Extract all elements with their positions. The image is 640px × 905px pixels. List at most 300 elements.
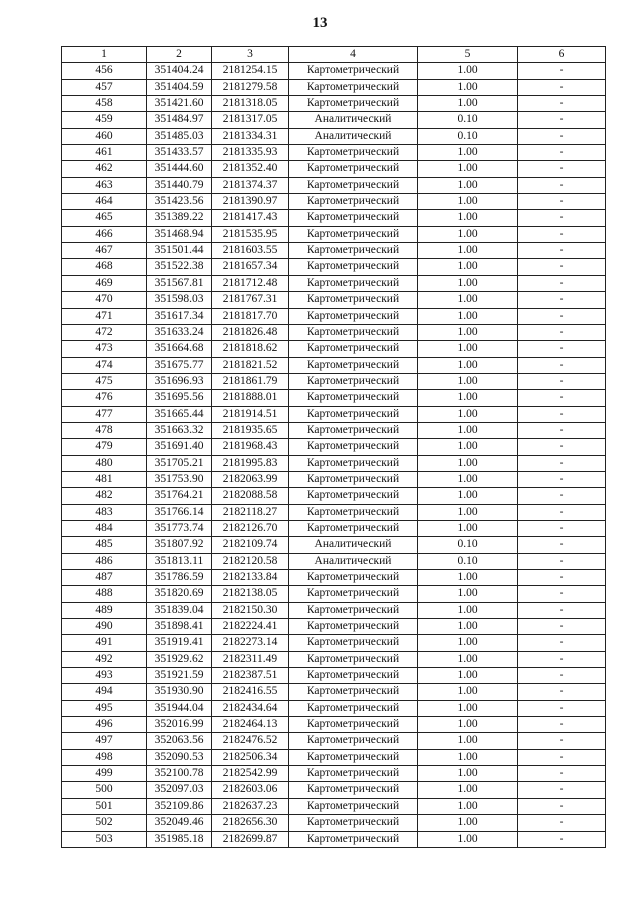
cell-accuracy: 1.00 <box>418 357 518 373</box>
cell-description: - <box>518 488 606 504</box>
cell-method: Картометрический <box>289 749 418 765</box>
cell-x: 351691.40 <box>147 439 212 455</box>
table-row <box>62 455 606 471</box>
table-row <box>62 226 606 242</box>
cell-point-number: 476 <box>62 390 147 406</box>
cell-description: - <box>518 324 606 340</box>
cell-x: 351663.32 <box>147 422 212 438</box>
cell-point-number: 456 <box>62 63 147 79</box>
cell-method: Картометрический <box>289 733 418 749</box>
cell-accuracy: 1.00 <box>418 668 518 684</box>
column-header-y: 3 <box>212 47 289 63</box>
cell-y: 2182138.05 <box>212 586 289 602</box>
table-row <box>62 831 606 847</box>
cell-method: Картометрический <box>289 798 418 814</box>
cell-point-number: 466 <box>62 226 147 242</box>
cell-y: 2181657.34 <box>212 259 289 275</box>
table-row <box>62 439 606 455</box>
cell-x: 351664.68 <box>147 341 212 357</box>
cell-description: - <box>518 243 606 259</box>
cell-y: 2182133.84 <box>212 570 289 586</box>
cell-method: Картометрический <box>289 210 418 226</box>
table-header <box>62 47 606 63</box>
cell-description: - <box>518 651 606 667</box>
cell-y: 2181352.40 <box>212 161 289 177</box>
cell-description: - <box>518 390 606 406</box>
cell-description: - <box>518 292 606 308</box>
cell-description: - <box>518 439 606 455</box>
cell-method: Картометрический <box>289 308 418 324</box>
cell-y: 2182542.99 <box>212 766 289 782</box>
coordinates-table <box>61 46 606 848</box>
cell-accuracy: 1.00 <box>418 586 518 602</box>
cell-point-number: 474 <box>62 357 147 373</box>
cell-y: 2182109.74 <box>212 537 289 553</box>
table-row <box>62 815 606 831</box>
table-row <box>62 259 606 275</box>
cell-point-number: 467 <box>62 243 147 259</box>
cell-description: - <box>518 373 606 389</box>
cell-method: Картометрический <box>289 815 418 831</box>
table-row <box>62 275 606 291</box>
cell-description: - <box>518 798 606 814</box>
cell-x: 351695.56 <box>147 390 212 406</box>
cell-point-number: 465 <box>62 210 147 226</box>
cell-accuracy: 1.00 <box>418 79 518 95</box>
cell-method: Картометрический <box>289 292 418 308</box>
cell-y: 2181818.62 <box>212 341 289 357</box>
cell-y: 2181995.83 <box>212 455 289 471</box>
cell-method: Картометрический <box>289 324 418 340</box>
table-row <box>62 586 606 602</box>
cell-x: 351773.74 <box>147 520 212 536</box>
page-number: 13 <box>312 15 328 31</box>
cell-y: 2181334.31 <box>212 128 289 144</box>
cell-x: 351820.69 <box>147 586 212 602</box>
cell-point-number: 497 <box>62 733 147 749</box>
cell-description: - <box>518 455 606 471</box>
cell-y: 2181767.31 <box>212 292 289 308</box>
table-row <box>62 619 606 635</box>
cell-description: - <box>518 275 606 291</box>
cell-point-number: 489 <box>62 602 147 618</box>
cell-accuracy: 1.00 <box>418 63 518 79</box>
cell-x: 351522.38 <box>147 259 212 275</box>
column-header-method: 4 <box>289 47 418 63</box>
cell-x: 352063.56 <box>147 733 212 749</box>
cell-accuracy: 1.00 <box>418 308 518 324</box>
cell-method: Картометрический <box>289 63 418 79</box>
cell-y: 2181374.37 <box>212 177 289 193</box>
cell-y: 2182476.52 <box>212 733 289 749</box>
cell-point-number: 477 <box>62 406 147 422</box>
cell-x: 351919.41 <box>147 635 212 651</box>
cell-accuracy: 1.00 <box>418 602 518 618</box>
cell-accuracy: 1.00 <box>418 455 518 471</box>
cell-point-number: 498 <box>62 749 147 765</box>
cell-accuracy: 1.00 <box>418 406 518 422</box>
cell-method: Картометрический <box>289 782 418 798</box>
cell-x: 352090.53 <box>147 749 212 765</box>
table-row <box>62 79 606 95</box>
cell-description: - <box>518 226 606 242</box>
table-row <box>62 194 606 210</box>
table-row <box>62 422 606 438</box>
cell-accuracy: 0.10 <box>418 128 518 144</box>
table-row <box>62 341 606 357</box>
column-header-accuracy: 5 <box>418 47 518 63</box>
table-row <box>62 128 606 144</box>
cell-description: - <box>518 210 606 226</box>
cell-description: - <box>518 717 606 733</box>
cell-method: Картометрический <box>289 390 418 406</box>
cell-y: 2182387.51 <box>212 668 289 684</box>
cell-accuracy: 1.00 <box>418 700 518 716</box>
cell-point-number: 484 <box>62 520 147 536</box>
cell-x: 351389.22 <box>147 210 212 226</box>
cell-x: 351501.44 <box>147 243 212 259</box>
cell-accuracy: 1.00 <box>418 259 518 275</box>
cell-point-number: 490 <box>62 619 147 635</box>
table-row <box>62 96 606 112</box>
table-row <box>62 390 606 406</box>
cell-accuracy: 0.10 <box>418 553 518 569</box>
cell-point-number: 501 <box>62 798 147 814</box>
cell-point-number: 472 <box>62 324 147 340</box>
cell-accuracy: 1.00 <box>418 324 518 340</box>
cell-point-number: 486 <box>62 553 147 569</box>
cell-method: Картометрический <box>289 668 418 684</box>
cell-x: 352100.78 <box>147 766 212 782</box>
cell-y: 2182063.99 <box>212 471 289 487</box>
cell-x: 351929.62 <box>147 651 212 667</box>
cell-method: Картометрический <box>289 570 418 586</box>
cell-description: - <box>518 831 606 847</box>
cell-accuracy: 1.00 <box>418 684 518 700</box>
cell-accuracy: 1.00 <box>418 717 518 733</box>
cell-accuracy: 1.00 <box>418 210 518 226</box>
cell-method: Картометрический <box>289 520 418 536</box>
cell-accuracy: 1.00 <box>418 194 518 210</box>
cell-x: 351433.57 <box>147 145 212 161</box>
cell-x: 351807.92 <box>147 537 212 553</box>
cell-method: Картометрический <box>289 586 418 602</box>
cell-y: 2181535.95 <box>212 226 289 242</box>
cell-y: 2181254.15 <box>212 63 289 79</box>
cell-x: 352097.03 <box>147 782 212 798</box>
column-header-description: 6 <box>518 47 606 63</box>
cell-y: 2181390.97 <box>212 194 289 210</box>
cell-point-number: 479 <box>62 439 147 455</box>
table-row <box>62 651 606 667</box>
cell-accuracy: 1.00 <box>418 177 518 193</box>
cell-x: 351404.24 <box>147 63 212 79</box>
table-row <box>62 210 606 226</box>
cell-y: 2181817.70 <box>212 308 289 324</box>
cell-y: 2181335.93 <box>212 145 289 161</box>
cell-accuracy: 1.00 <box>418 831 518 847</box>
cell-y: 2181861.79 <box>212 373 289 389</box>
cell-point-number: 471 <box>62 308 147 324</box>
cell-accuracy: 1.00 <box>418 798 518 814</box>
table-row <box>62 112 606 128</box>
cell-method: Аналитический <box>289 553 418 569</box>
cell-y: 2182120.58 <box>212 553 289 569</box>
cell-accuracy: 1.00 <box>418 373 518 389</box>
cell-point-number: 493 <box>62 668 147 684</box>
table-row <box>62 668 606 684</box>
cell-point-number: 464 <box>62 194 147 210</box>
cell-accuracy: 1.00 <box>418 782 518 798</box>
cell-description: - <box>518 520 606 536</box>
cell-x: 351675.77 <box>147 357 212 373</box>
cell-accuracy: 1.00 <box>418 635 518 651</box>
cell-method: Картометрический <box>289 504 418 520</box>
cell-description: - <box>518 406 606 422</box>
table-row <box>62 537 606 553</box>
table-row <box>62 635 606 651</box>
cell-accuracy: 1.00 <box>418 749 518 765</box>
cell-accuracy: 1.00 <box>418 145 518 161</box>
cell-point-number: 459 <box>62 112 147 128</box>
cell-accuracy: 1.00 <box>418 390 518 406</box>
cell-description: - <box>518 586 606 602</box>
cell-y: 2181935.65 <box>212 422 289 438</box>
table-row <box>62 570 606 586</box>
cell-point-number: 481 <box>62 471 147 487</box>
table-row <box>62 602 606 618</box>
cell-point-number: 458 <box>62 96 147 112</box>
table-row <box>62 717 606 733</box>
table-body <box>62 63 606 848</box>
table-row <box>62 488 606 504</box>
cell-description: - <box>518 194 606 210</box>
cell-y: 2182506.34 <box>212 749 289 765</box>
table-row <box>62 684 606 700</box>
cell-method: Картометрический <box>289 226 418 242</box>
cell-y: 2182311.49 <box>212 651 289 667</box>
table-row <box>62 373 606 389</box>
cell-y: 2181888.01 <box>212 390 289 406</box>
cell-description: - <box>518 668 606 684</box>
cell-y: 2182273.14 <box>212 635 289 651</box>
cell-x: 351633.24 <box>147 324 212 340</box>
column-header-point-number: 1 <box>62 47 147 63</box>
cell-method: Картометрический <box>289 635 418 651</box>
cell-x: 351921.59 <box>147 668 212 684</box>
cell-method: Картометрический <box>289 275 418 291</box>
cell-point-number: 482 <box>62 488 147 504</box>
cell-x: 351696.93 <box>147 373 212 389</box>
cell-accuracy: 0.10 <box>418 537 518 553</box>
cell-point-number: 483 <box>62 504 147 520</box>
cell-y: 2182656.30 <box>212 815 289 831</box>
cell-description: - <box>518 422 606 438</box>
cell-x: 351485.03 <box>147 128 212 144</box>
cell-method: Аналитический <box>289 128 418 144</box>
cell-point-number: 502 <box>62 815 147 831</box>
cell-description: - <box>518 341 606 357</box>
cell-point-number: 492 <box>62 651 147 667</box>
cell-method: Картометрический <box>289 488 418 504</box>
cell-y: 2182224.41 <box>212 619 289 635</box>
cell-method: Картометрический <box>289 422 418 438</box>
cell-accuracy: 1.00 <box>418 733 518 749</box>
cell-description: - <box>518 537 606 553</box>
cell-description: - <box>518 570 606 586</box>
cell-x: 351423.56 <box>147 194 212 210</box>
cell-x: 351567.81 <box>147 275 212 291</box>
cell-point-number: 503 <box>62 831 147 847</box>
cell-accuracy: 1.00 <box>418 815 518 831</box>
cell-x: 351753.90 <box>147 471 212 487</box>
cell-accuracy: 1.00 <box>418 161 518 177</box>
cell-y: 2181279.58 <box>212 79 289 95</box>
cell-x: 351484.97 <box>147 112 212 128</box>
cell-point-number: 475 <box>62 373 147 389</box>
cell-point-number: 500 <box>62 782 147 798</box>
cell-method: Картометрический <box>289 259 418 275</box>
cell-method: Картометрический <box>289 455 418 471</box>
table-row <box>62 504 606 520</box>
cell-method: Картометрический <box>289 177 418 193</box>
cell-accuracy: 1.00 <box>418 651 518 667</box>
cell-y: 2182434.64 <box>212 700 289 716</box>
cell-description: - <box>518 96 606 112</box>
cell-y: 2182603.06 <box>212 782 289 798</box>
cell-y: 2181603.55 <box>212 243 289 259</box>
cell-point-number: 495 <box>62 700 147 716</box>
cell-method: Картометрический <box>289 96 418 112</box>
cell-y: 2182416.55 <box>212 684 289 700</box>
cell-point-number: 463 <box>62 177 147 193</box>
cell-x: 351705.21 <box>147 455 212 471</box>
cell-y: 2182150.30 <box>212 602 289 618</box>
cell-method: Картометрический <box>289 243 418 259</box>
cell-x: 351404.59 <box>147 79 212 95</box>
cell-method: Аналитический <box>289 537 418 553</box>
cell-accuracy: 1.00 <box>418 96 518 112</box>
cell-accuracy: 1.00 <box>418 341 518 357</box>
cell-description: - <box>518 161 606 177</box>
cell-method: Картометрический <box>289 602 418 618</box>
cell-point-number: 494 <box>62 684 147 700</box>
cell-description: - <box>518 259 606 275</box>
cell-description: - <box>518 145 606 161</box>
cell-description: - <box>518 782 606 798</box>
table-row <box>62 471 606 487</box>
cell-method: Картометрический <box>289 717 418 733</box>
cell-method: Картометрический <box>289 700 418 716</box>
cell-description: - <box>518 504 606 520</box>
cell-point-number: 478 <box>62 422 147 438</box>
cell-method: Аналитический <box>289 112 418 128</box>
cell-description: - <box>518 684 606 700</box>
cell-y: 2181318.05 <box>212 96 289 112</box>
cell-method: Картометрический <box>289 831 418 847</box>
cell-x: 351839.04 <box>147 602 212 618</box>
cell-description: - <box>518 700 606 716</box>
table-row <box>62 145 606 161</box>
cell-y: 2182126.70 <box>212 520 289 536</box>
cell-y: 2182464.13 <box>212 717 289 733</box>
cell-description: - <box>518 177 606 193</box>
cell-description: - <box>518 749 606 765</box>
cell-y: 2181968.43 <box>212 439 289 455</box>
cell-point-number: 491 <box>62 635 147 651</box>
cell-x: 351944.04 <box>147 700 212 716</box>
header-row <box>62 47 606 63</box>
table-row <box>62 733 606 749</box>
cell-x: 351930.90 <box>147 684 212 700</box>
cell-description: - <box>518 635 606 651</box>
cell-accuracy: 1.00 <box>418 619 518 635</box>
cell-x: 351617.34 <box>147 308 212 324</box>
cell-accuracy: 1.00 <box>418 243 518 259</box>
cell-description: - <box>518 815 606 831</box>
table-row <box>62 749 606 765</box>
cell-description: - <box>518 471 606 487</box>
cell-point-number: 499 <box>62 766 147 782</box>
cell-method: Картометрический <box>289 145 418 161</box>
table-row <box>62 308 606 324</box>
cell-point-number: 457 <box>62 79 147 95</box>
cell-accuracy: 1.00 <box>418 488 518 504</box>
cell-point-number: 462 <box>62 161 147 177</box>
cell-description: - <box>518 766 606 782</box>
cell-point-number: 480 <box>62 455 147 471</box>
cell-description: - <box>518 733 606 749</box>
cell-method: Картометрический <box>289 373 418 389</box>
cell-method: Картометрический <box>289 619 418 635</box>
table-row <box>62 357 606 373</box>
cell-y: 2181317.05 <box>212 112 289 128</box>
cell-accuracy: 0.10 <box>418 112 518 128</box>
cell-x: 351421.60 <box>147 96 212 112</box>
cell-point-number: 496 <box>62 717 147 733</box>
cell-y: 2181826.48 <box>212 324 289 340</box>
cell-y: 2181712.48 <box>212 275 289 291</box>
cell-accuracy: 1.00 <box>418 570 518 586</box>
cell-accuracy: 1.00 <box>418 504 518 520</box>
cell-accuracy: 1.00 <box>418 422 518 438</box>
table-row <box>62 766 606 782</box>
cell-x: 351468.94 <box>147 226 212 242</box>
cell-point-number: 485 <box>62 537 147 553</box>
cell-method: Картометрический <box>289 766 418 782</box>
cell-description: - <box>518 79 606 95</box>
table-row <box>62 292 606 308</box>
cell-x: 351598.03 <box>147 292 212 308</box>
cell-x: 351898.41 <box>147 619 212 635</box>
column-header-x: 2 <box>147 47 212 63</box>
cell-accuracy: 1.00 <box>418 275 518 291</box>
cell-description: - <box>518 308 606 324</box>
cell-point-number: 469 <box>62 275 147 291</box>
cell-method: Картометрический <box>289 471 418 487</box>
cell-point-number: 468 <box>62 259 147 275</box>
table-row <box>62 406 606 422</box>
table-row <box>62 63 606 79</box>
cell-y: 2182118.27 <box>212 504 289 520</box>
cell-x: 351786.59 <box>147 570 212 586</box>
cell-x: 351985.18 <box>147 831 212 847</box>
cell-description: - <box>518 357 606 373</box>
cell-accuracy: 1.00 <box>418 520 518 536</box>
cell-x: 352109.86 <box>147 798 212 814</box>
table-row <box>62 798 606 814</box>
cell-accuracy: 1.00 <box>418 226 518 242</box>
